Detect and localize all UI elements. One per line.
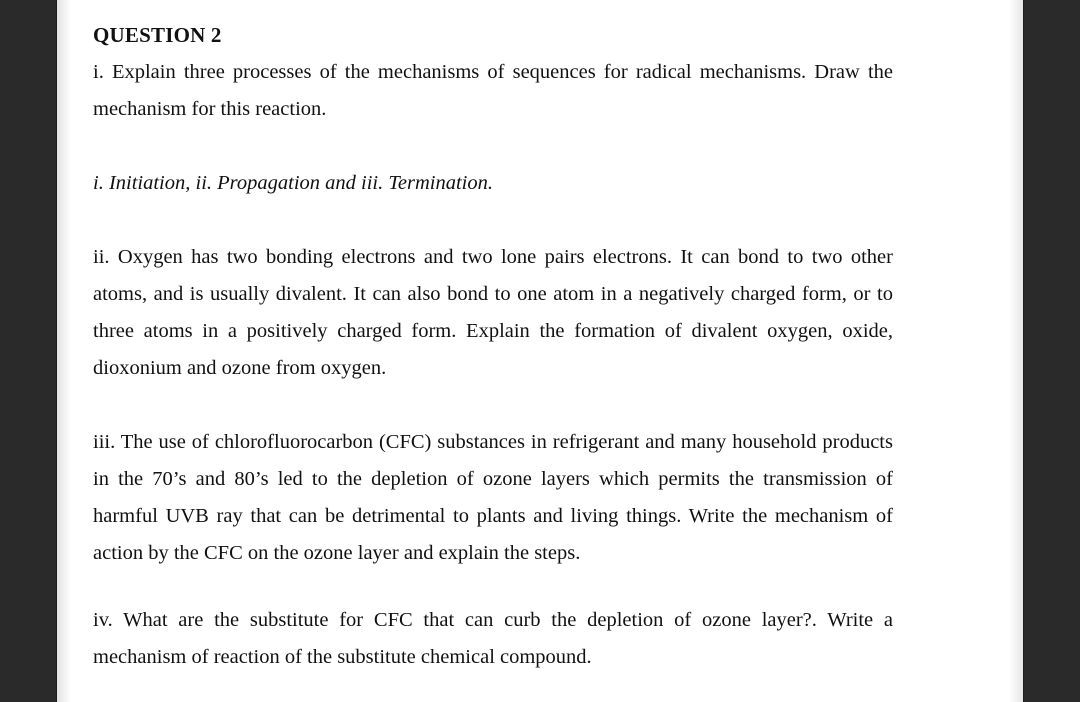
question-part-2: ii. Oxygen has two bonding electrons and two lone pairs electrons. It can bond to two other atoms, and is usually divalent. It can also bond to one atom in a negatively charged form, or to three atoms in a positively charged form. Explain the formation of divalent oxygen, oxide, dioxonium and ozone from oxygen. — [93, 246, 893, 379]
page-edge-shadow-right — [1009, 0, 1023, 702]
question-part-3: iii. The use of chlorofluorocarbon (CFC) substances in refrigerant and many household products in the 70’s and 80’s led to the depletion of ozone layers which permits the transmission of harmful UVB ray that can be detrimental to plants and living things. Write the mechanism of action by the CFC on the ozone layer and explain the steps. — [93, 431, 893, 564]
question-part-1: i. Explain three processes of the mechanisms of sequences for radical mechanisms. Draw the mechanism for this reaction. — [93, 61, 893, 120]
question-heading: QUESTION 2 — [93, 23, 222, 47]
page-edge-shadow-left — [57, 0, 71, 702]
question-part-4: iv. What are the substitute for CFC that can curb the depletion of ozone layer?. Write a mechanism of reaction of the substitute chemical compound. — [93, 609, 893, 668]
document-content — [93, 21, 893, 676]
answer-part-1: i. Initiation, ii. Propagation and iii. Termination. — [93, 172, 493, 194]
document-page — [57, 0, 1023, 702]
